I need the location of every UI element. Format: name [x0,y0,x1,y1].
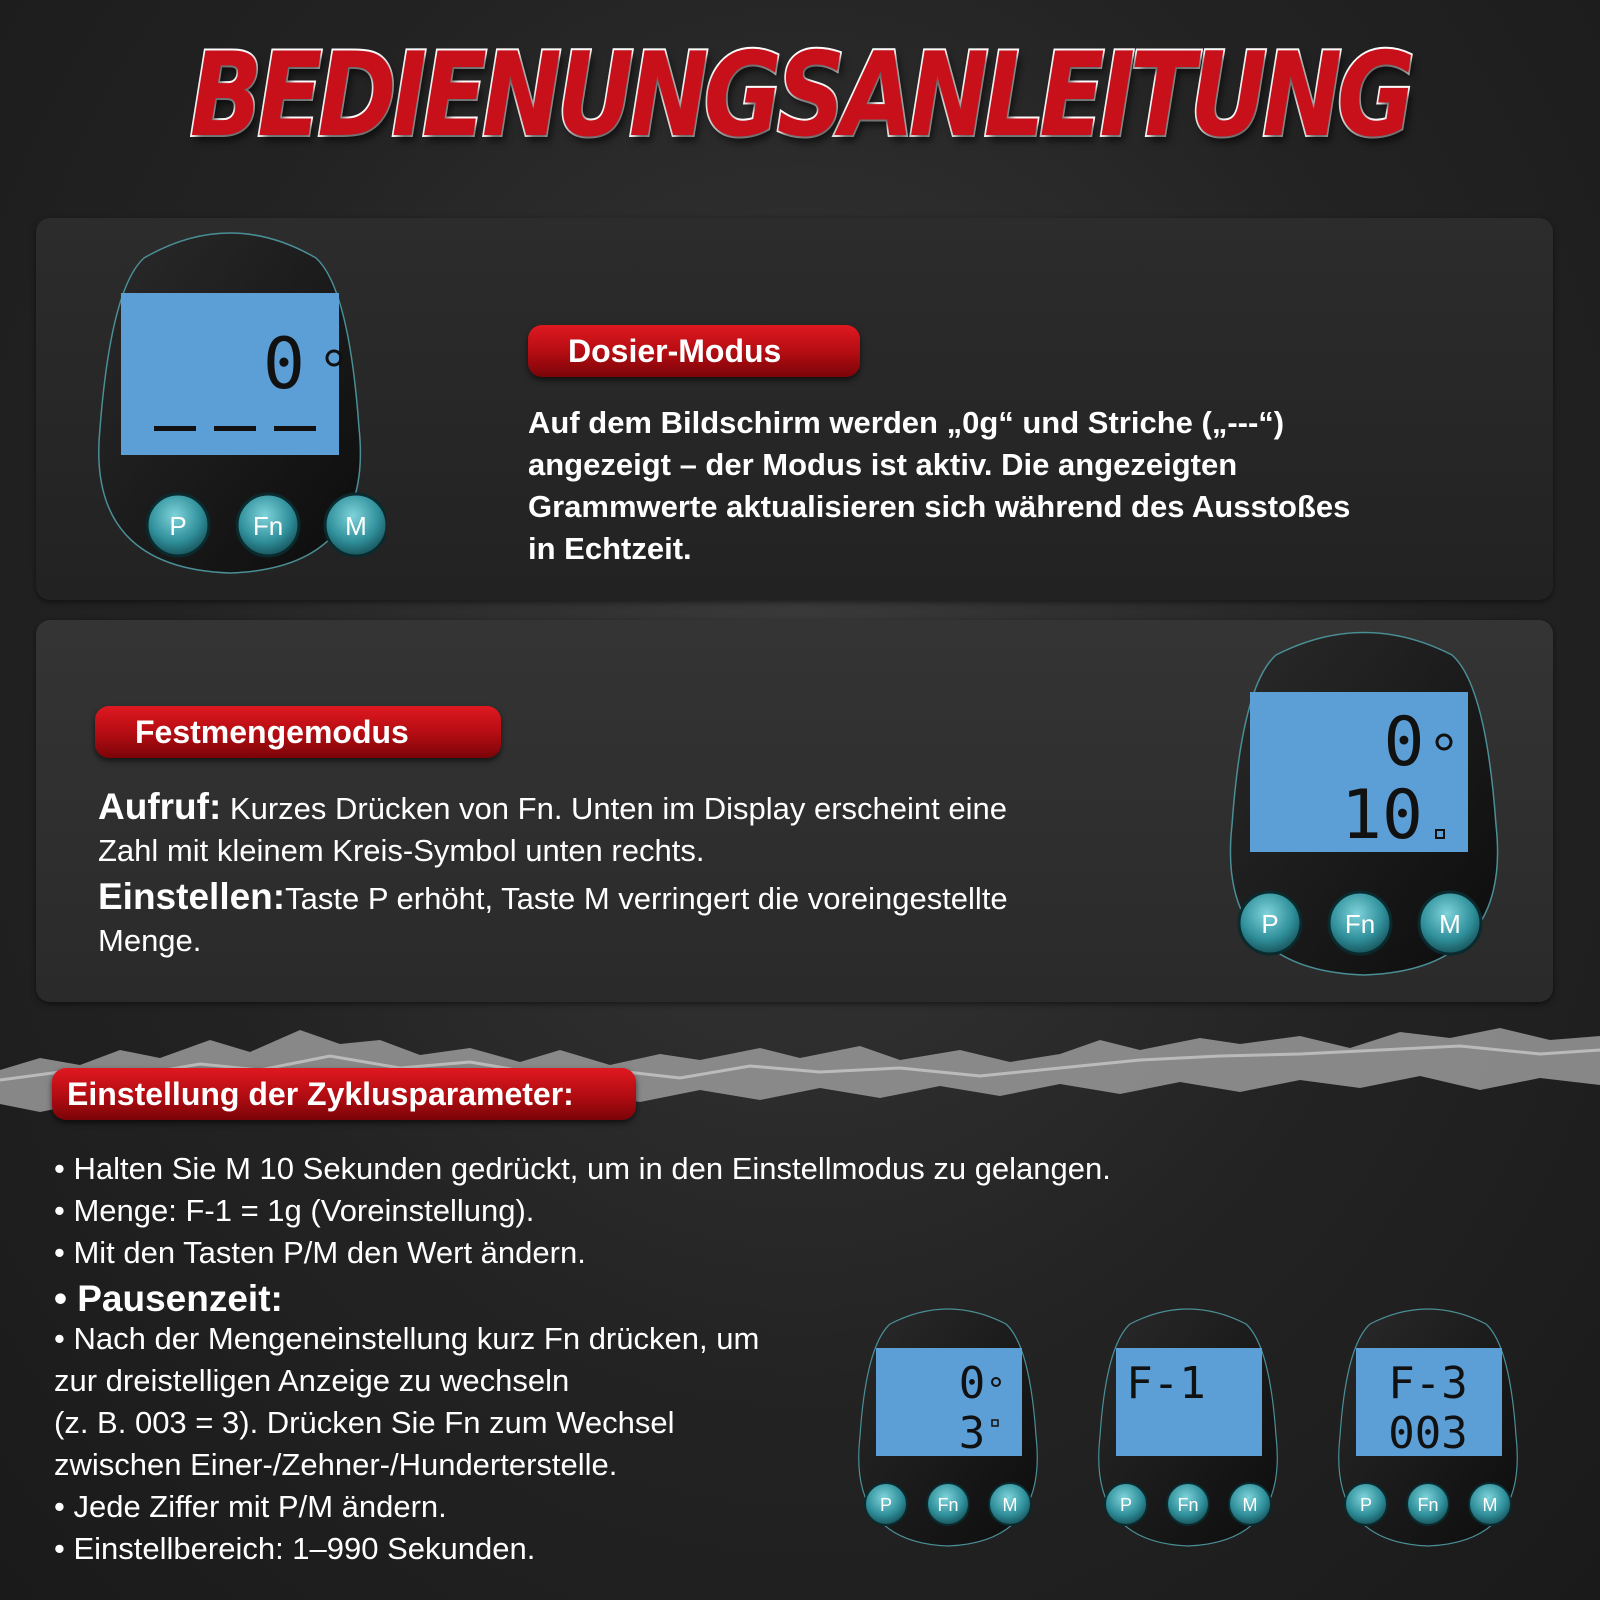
svg-text:M: M [1439,909,1461,939]
lcd-bottom-festmenge: 10 [1341,776,1423,855]
svg-text:P: P [1119,1495,1133,1515]
svg-text:Fn: Fn [937,1495,959,1515]
svg-text:Fn: Fn [1417,1495,1439,1515]
device-small-1 [840,1306,1056,1548]
festmenge-description: Aufruf: Kurzes Drücken von Fn. Unten im Display erscheint eine Zahl mit kleinem Kreis-Symbol unten rechts. Einstellen:Taste P erhöht, Taste M verringert die voreingestellte Menge. [98,786,1008,958]
fn-button-label: Fn [252,511,284,541]
svg-text:M: M [1242,1495,1258,1515]
zyklus-list [54,1148,1354,1320]
page-title: BEDIENUNGSANLEITUNG [189,28,1411,163]
svg-text:Fn: Fn [1344,909,1376,939]
festmenge-heading: Festmengemodus [95,706,501,758]
list-item: • Menge: F-1 = 1g (Voreinstellung). [54,1193,535,1228]
svg-text:F-1: F-1 [1126,1358,1206,1409]
device-small-3 [1320,1306,1536,1548]
device-illustration-dosier [74,228,386,578]
svg-text:3: 3 [958,1408,986,1459]
device-small-2 [1080,1306,1296,1548]
zyklus-heading: Einstellung der Zyklusparameter: [52,1068,636,1120]
svg-text:P: P [1261,909,1279,939]
svg-text:F-3: F-3 [1388,1358,1468,1409]
svg-text:P: P [879,1495,893,1515]
pause-heading: • Pausenzeit: [54,1278,283,1319]
svg-text:Fn: Fn [1177,1495,1199,1515]
lcd-top-dosier: 0 [262,323,306,405]
list-item: • Mit den Tasten P/M den Wert ändern. [54,1235,586,1270]
m-button-label: M [345,511,367,541]
einstellen-label: Einstellen: [98,876,286,917]
lcd-top-festmenge: 0 [1383,703,1425,782]
dosier-description: Auf dem Bildschirm werden „0g“ und Striche („---“) angezeigt – der Modus ist aktiv. Die angezeigten Grammwerte aktualisieren sich während des Ausstoßes in Echtzeit. [528,405,1351,566]
dosier-heading: Dosier-Modus [528,325,860,377]
p-button-label: P [169,511,187,541]
dosier-panel [36,218,1553,600]
pause-description: • Nach der Mengeneinstellung kurz Fn drücken, um zur dreistelligen Anzeige zu wechseln (z. B. 003 = 3). Drücken Sie Fn zum Wechsel zwischen Einer-/Zehner-/Hunderterstelle. • Jede Ziffer mit P/M ändern. • Einstellbereich: 1–990 Sekunden. [54,1321,760,1566]
svg-text:P: P [1359,1495,1373,1515]
svg-text:003: 003 [1388,1408,1468,1459]
festmenge-panel [36,620,1553,1002]
device-illustration-festmenge [1204,630,1524,980]
list-item: • Halten Sie M 10 Sekunden gedrückt, um in den Einstellmodus zu gelangen. [54,1151,1111,1186]
svg-text:0: 0 [958,1358,986,1409]
svg-text:M: M [1482,1495,1498,1515]
aufruf-label: Aufruf: [98,786,222,827]
svg-text:M: M [1002,1495,1018,1515]
